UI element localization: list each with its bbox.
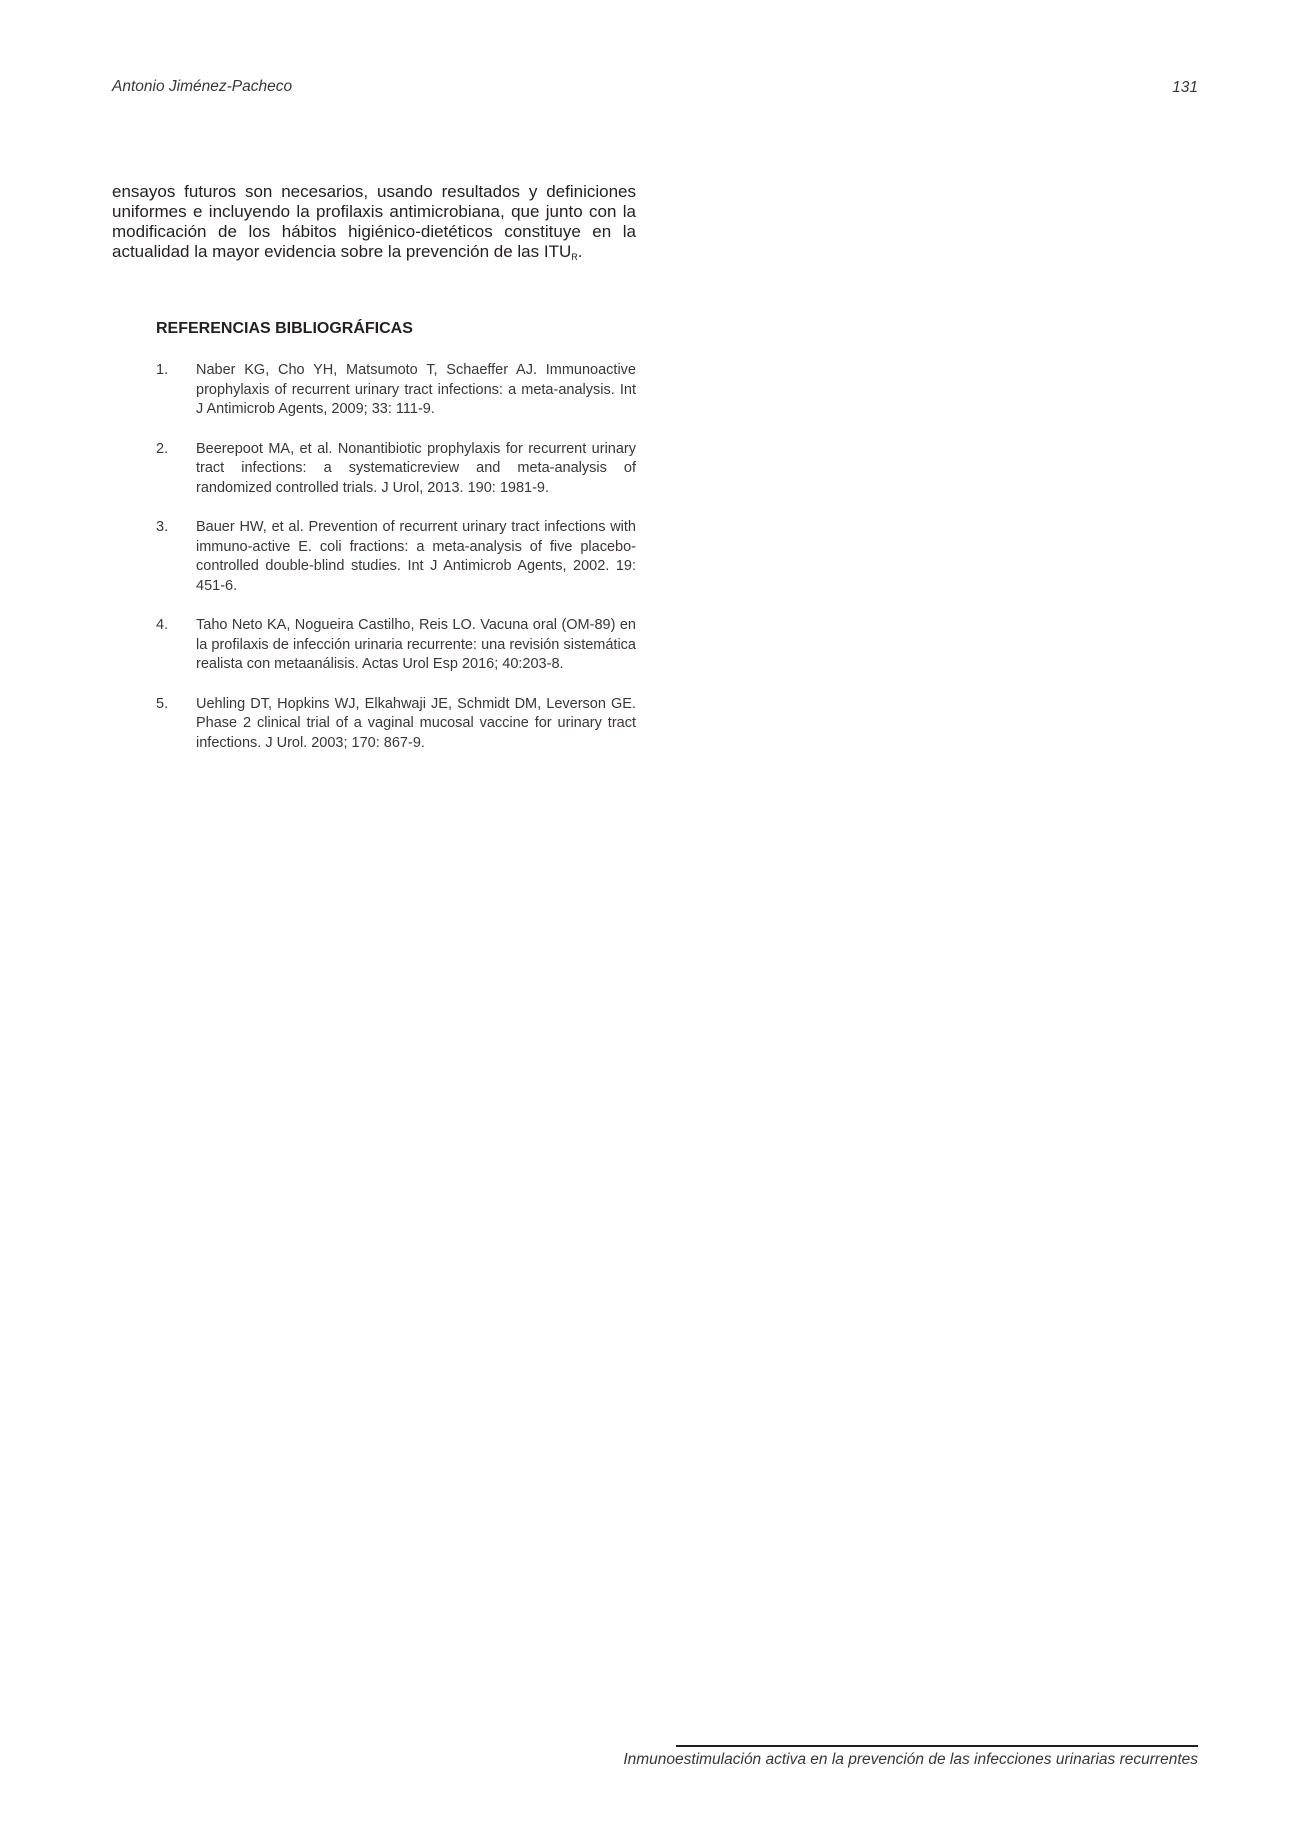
reference-text: Taho Neto KA, Nogueira Castilho, Reis LO. Vacuna oral (OM-89) en la profilaxis de infección urinaria recurrente: una revisión sistemática realista con metaanálisis. Actas Urol Esp 2016; 40:203-8. (196, 617, 636, 672)
reference-item (156, 440, 636, 499)
references-heading: REFERENCIAS BIBLIOGRÁFICAS (156, 320, 413, 337)
running-head-author: Antonio Jiménez-Pacheco (112, 78, 293, 95)
reference-item (156, 616, 636, 675)
reference-list (156, 361, 636, 773)
reference-item (156, 361, 636, 420)
footer-rule (676, 1745, 1198, 1747)
reference-number: 4. (156, 617, 169, 633)
reference-text: Uehling DT, Hopkins WJ, Elkahwaji JE, Schmidt DM, Leverson GE. Phase 2 clinical trial of a vaginal mucosal vaccine for urinary tract infections. J Urol. 2003; 170: 867-9. (196, 695, 636, 751)
paragraph-subscript: R (571, 252, 578, 262)
paragraph-period: . (577, 242, 583, 261)
reference-item (156, 695, 636, 754)
paragraph-text: ensayos futuros son necesarios, usando resultados y definiciones uniformes e incluyendo la profilaxis antimicrobiana, que junto con la modificación de los hábitos higiénico-dietéticos constituye en la actualidad la mayor evidencia sobre la prevención de las ITU (112, 182, 636, 261)
reference-item (156, 518, 636, 596)
reference-number: 5. (156, 695, 169, 712)
reference-number: 2. (156, 440, 169, 457)
reference-number: 3. (156, 519, 169, 535)
page-number: 131 (1172, 79, 1198, 96)
body-paragraph (112, 182, 636, 267)
reference-text: Beerepoot MA, et al. Nonantibiotic prophylaxis for recurrent urinary tract infections: a systematicreview and meta-analysis of randomized controlled trials. J Urol, 2013. 190: 1981-9. (196, 440, 636, 496)
reference-text: Bauer HW, et al. Prevention of recurrent urinary tract infections with immuno-active E. coli fractions: a meta-analysis of five placebo-controlled double-blind studies. Int J Antimicrob Agents, 2002. 19: 451-6. (196, 519, 636, 594)
reference-number: 1. (156, 362, 169, 378)
footer-title: Inmunoestimulación activa en la prevención de las infecciones urinarias recurrentes (623, 1751, 1198, 1768)
reference-text: Naber KG, Cho YH, Matsumoto T, Schaeffer AJ. Immunoactive prophylaxis of recurrent urinary tract infections: a meta-analysis. Int J Antimicrob Agents, 2009; 33: 111-9. (196, 362, 636, 417)
